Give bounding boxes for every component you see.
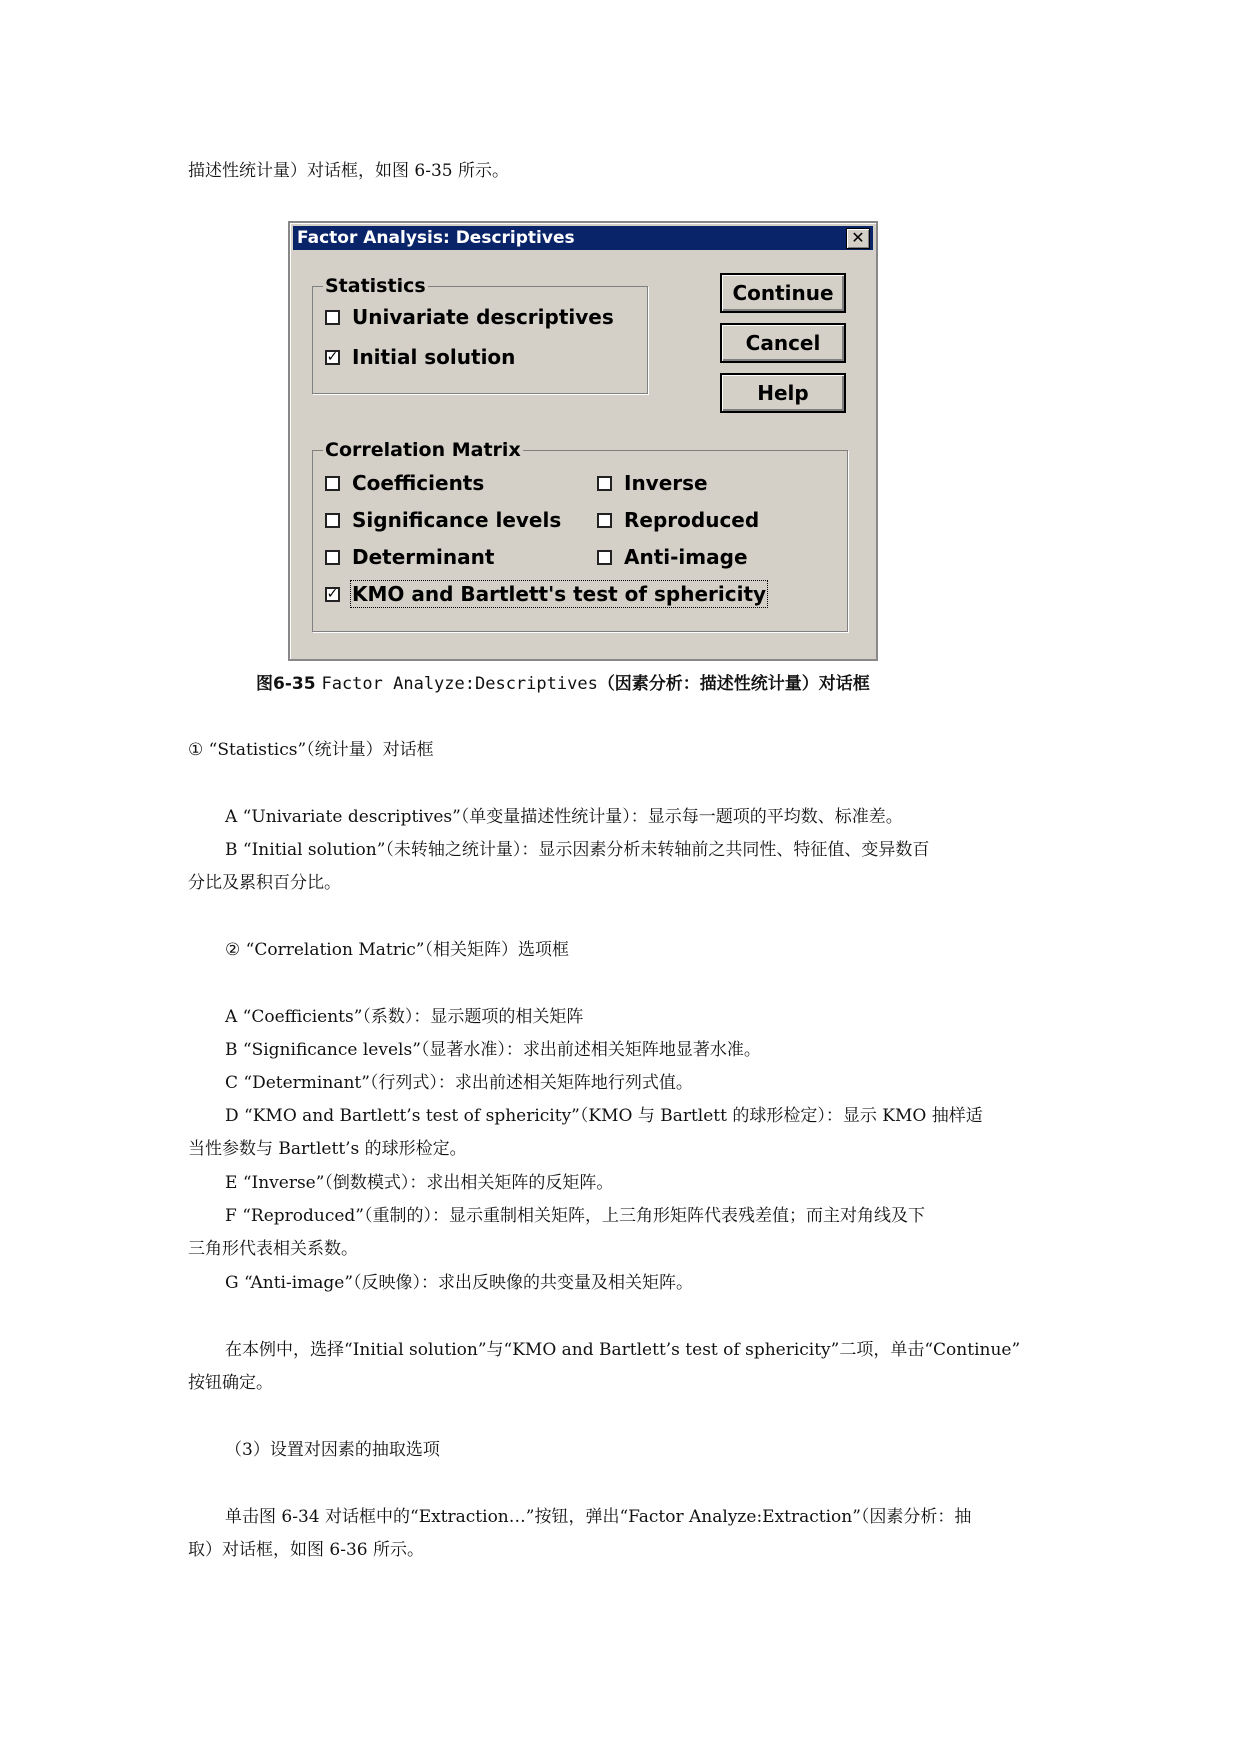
coefficients-checkbox[interactable]: [325, 471, 484, 495]
body-line: 按钮确定。: [188, 1373, 273, 1393]
body-line: E “Inverse”（倒数模式）：求出相关矩阵的反矩阵。: [225, 1173, 614, 1193]
body-line: D “KMO and Bartlett’s test of sphericity”（KMO 与 Bartlett 的球形检定）：显示 KMO 抽样适: [225, 1106, 983, 1126]
body-line: F “Reproduced”（重制的）：显示重制相关矩阵，上三角形矩阵代表残差值；而主对角线及下: [225, 1206, 925, 1226]
continue-button[interactable]: Continue: [720, 273, 846, 313]
intro-line: 描述性统计量）对话框，如图 6-35 所示。: [188, 161, 509, 181]
help-button[interactable]: Help: [720, 373, 846, 413]
significance-levels-checkbox[interactable]: [325, 508, 561, 532]
initial-solution-label: Initial solution: [352, 345, 516, 369]
kmo-bartlett-checkbox[interactable]: [325, 582, 766, 606]
factor-analysis-descriptives-dialog: [288, 221, 878, 661]
body-line: B “Significance levels”（显著水准）：求出前述相关矩阵地显著水准。: [225, 1040, 761, 1060]
dialog-title: Factor Analysis: Descriptives: [297, 228, 575, 248]
caption-prefix: 图6-35: [256, 674, 316, 694]
anti-image-checkbox[interactable]: [597, 545, 748, 569]
caption-suffix: （因素分析：描述性统计量）对话框: [597, 674, 870, 694]
body-line: ② “Correlation Matric”（相关矩阵）选项框: [225, 940, 569, 960]
body-line: A “Univariate descriptives”（单变量描述性统计量）：显示每一题项的平均数、标准差。: [225, 807, 903, 827]
body-line: 三角形代表相关系数。: [188, 1239, 358, 1259]
inverse-checkbox[interactable]: [597, 471, 708, 495]
body-line: 分比及累积百分比。: [188, 873, 341, 893]
body-line: C “Determinant”（行列式）：求出前述相关矩阵地行列式值。: [225, 1073, 693, 1093]
anti-image-label: Anti-image: [624, 545, 748, 569]
checkbox-unchecked-icon: [325, 513, 340, 528]
body-line: ① “Statistics”（统计量）对话框: [188, 740, 434, 760]
statistics-group-title: Statistics: [325, 275, 426, 297]
close-button[interactable]: [846, 228, 870, 249]
cancel-button[interactable]: Cancel: [720, 323, 846, 363]
checkmark-icon: ✓: [326, 586, 339, 602]
univariate-descriptives-checkbox[interactable]: [325, 305, 614, 329]
determinant-checkbox[interactable]: [325, 545, 494, 569]
reproduced-label: Reproduced: [624, 508, 760, 532]
inverse-label: Inverse: [624, 471, 708, 495]
checkbox-unchecked-icon: [597, 550, 612, 565]
caption-mono: Factor Analyze:Descriptives: [321, 674, 598, 694]
figure-caption: [256, 669, 870, 694]
body-line: 单击图 6-34 对话框中的“Extraction…”按钮，弹出“Factor Analyze:Extraction”（因素分析：抽: [225, 1507, 972, 1527]
checkbox-unchecked-icon: [597, 476, 612, 491]
coefficients-label: Coefficients: [352, 471, 485, 495]
dialog-titlebar: [293, 226, 873, 250]
close-icon: ✕: [851, 228, 865, 247]
statistics-group: [312, 275, 648, 394]
reproduced-checkbox[interactable]: [597, 508, 759, 532]
body-line: （3）设置对因素的抽取选项: [225, 1440, 440, 1460]
checkbox-unchecked-icon: [325, 476, 340, 491]
checkmark-icon: ✓: [326, 349, 339, 365]
body-line: B “Initial solution”（未转轴之统计量）：显示因素分析未转轴前之共同性、特征值、变异数百: [225, 840, 930, 860]
univariate-descriptives-label: Univariate descriptives: [352, 305, 614, 329]
body-line: G “Anti-image”（反映像）：求出反映像的共变量及相关矩阵。: [225, 1273, 694, 1293]
checkbox-unchecked-icon: [325, 310, 340, 325]
body-line: 取）对话框，如图 6-36 所示。: [188, 1540, 424, 1560]
significance-levels-label: Significance levels: [352, 508, 562, 532]
determinant-label: Determinant: [352, 545, 495, 569]
correlation-matrix-group: [312, 439, 848, 632]
checkbox-unchecked-icon: [325, 550, 340, 565]
correlation-matrix-group-title: Correlation Matrix: [325, 439, 521, 461]
initial-solution-checkbox[interactable]: [325, 345, 515, 369]
kmo-bartlett-label: KMO and Bartlett's test of sphericity: [352, 582, 767, 606]
body-line: 当性参数与 Bartlett’s 的球形检定。: [188, 1139, 467, 1159]
body-line: 在本例中，选择“Initial solution”与“KMO and Bartlett’s test of sphericity”二项，单击“Continue”: [225, 1340, 1021, 1360]
body-line: A “Coefficients”（系数）：显示题项的相关矩阵: [225, 1007, 584, 1027]
checkbox-unchecked-icon: [597, 513, 612, 528]
